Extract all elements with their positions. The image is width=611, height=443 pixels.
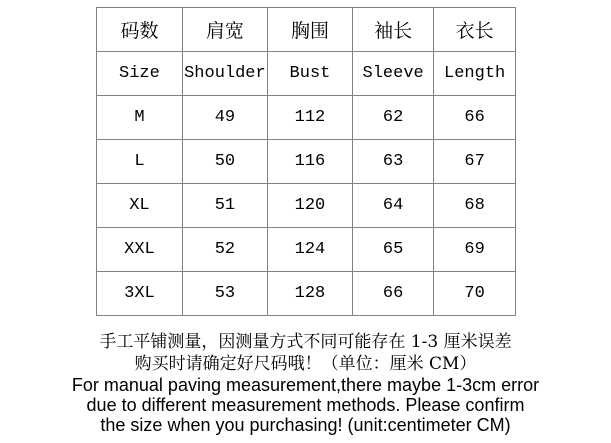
size-row xyxy=(97,272,516,316)
size-cell: 67 xyxy=(434,140,516,184)
note-en-line1: For manual paving measurement,there maybe 1-3cm error xyxy=(71,375,540,395)
note-cn-line1: 手工平铺测量，因测量方式不同可能存在 1-3 厘米误差 xyxy=(99,332,512,352)
size-row xyxy=(97,184,516,228)
size-cell: 52 xyxy=(182,228,267,272)
size-row xyxy=(97,228,516,272)
size-row xyxy=(97,96,516,140)
size-cell: 62 xyxy=(352,96,433,140)
header-en-cell: Length xyxy=(434,52,516,96)
size-cell: 3XL xyxy=(97,272,183,316)
size-cell: 69 xyxy=(434,228,516,272)
notes-block xyxy=(0,331,611,435)
header-cn-cell: 袖长 xyxy=(352,8,433,52)
size-cell: 70 xyxy=(434,272,516,316)
size-cell: M xyxy=(97,96,183,140)
size-cell: 128 xyxy=(267,272,352,316)
header-en-cell: Bust xyxy=(267,52,352,96)
size-cell: 64 xyxy=(352,184,433,228)
size-cell: 63 xyxy=(352,140,433,184)
note-cn-line2: 购买时请确定好尺码哦！（单位：厘米 CM） xyxy=(134,354,477,374)
size-cell: 49 xyxy=(182,96,267,140)
size-chart-body xyxy=(97,8,516,316)
size-cell: 53 xyxy=(182,272,267,316)
size-cell: 66 xyxy=(434,96,516,140)
header-cn-cell: 胸围 xyxy=(267,8,352,52)
size-chart-table xyxy=(96,7,516,316)
header-cn-row xyxy=(97,8,516,52)
header-cn-cell: 码数 xyxy=(97,8,183,52)
header-cn-cell: 肩宽 xyxy=(182,8,267,52)
size-cell: XL xyxy=(97,184,183,228)
note-en-line3: the size when you purchasing! (unit:centimeter CM) xyxy=(100,415,511,435)
header-cn-cell: 衣长 xyxy=(434,8,516,52)
header-en-cell: Size xyxy=(97,52,183,96)
size-cell: 65 xyxy=(352,228,433,272)
size-row xyxy=(97,140,516,184)
size-cell: 116 xyxy=(267,140,352,184)
header-en-row xyxy=(97,52,516,96)
header-en-cell: Sleeve xyxy=(352,52,433,96)
size-cell: 68 xyxy=(434,184,516,228)
header-en-cell: Shoulder xyxy=(182,52,267,96)
size-cell: 51 xyxy=(182,184,267,228)
size-cell: 124 xyxy=(267,228,352,272)
size-cell: 112 xyxy=(267,96,352,140)
size-cell: XXL xyxy=(97,228,183,272)
size-cell: 66 xyxy=(352,272,433,316)
size-cell: 50 xyxy=(182,140,267,184)
size-cell: L xyxy=(97,140,183,184)
size-cell: 120 xyxy=(267,184,352,228)
note-en-line2: due to different measurement methods. Please confirm xyxy=(86,395,525,415)
